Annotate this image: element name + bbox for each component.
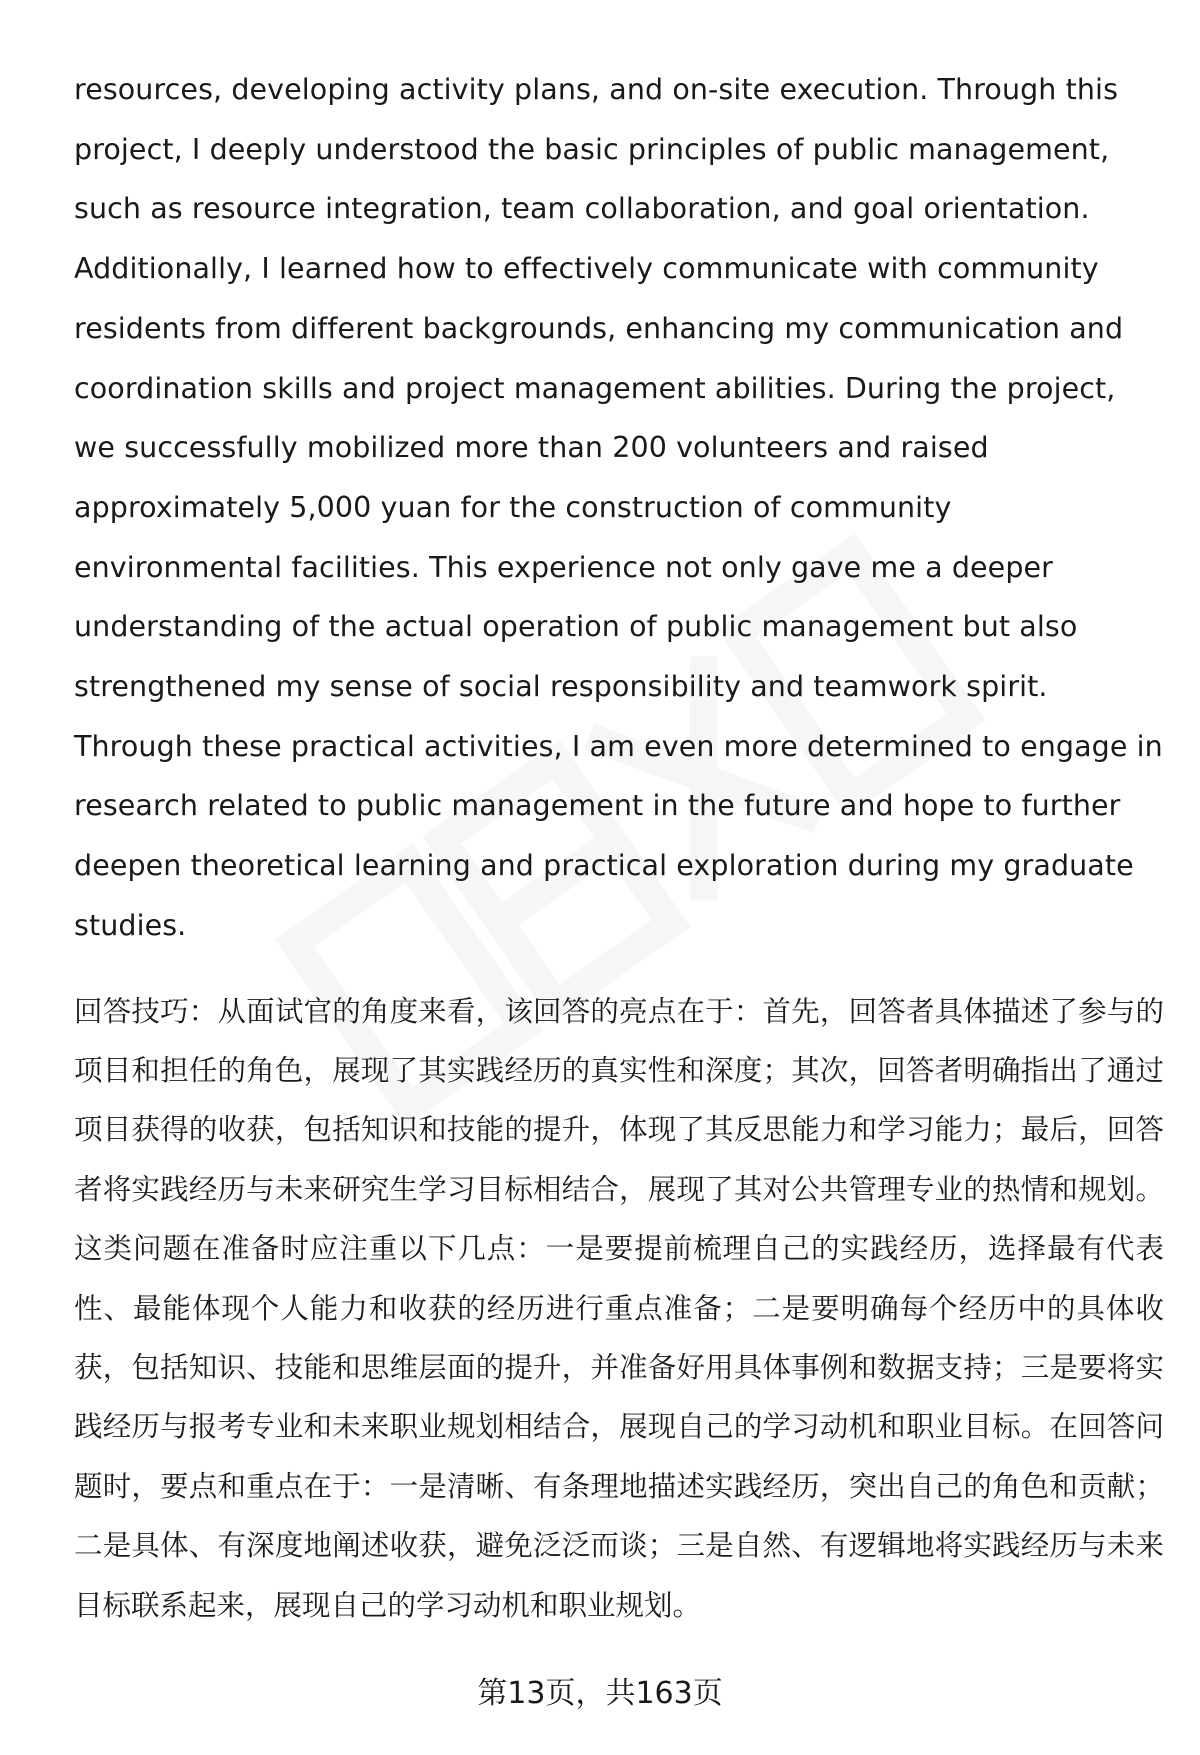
page-content: [74, 60, 1164, 1635]
page-number-footer: 第13页，共163页: [477, 1676, 723, 1711]
answer-tips-paragraph: [74, 982, 1164, 1635]
english-answer-paragraph: resources, developing activity plans, and on-site execution. Through this project, I deeply understood the basic principles of public management, such as resource integration, team collaboration, and goal orientation. Additionally, I learned how to effectively communicate with community residents from different backgrounds, enhancing my communication and coordination skills and project management abilities. During the project, we successfully mobilized more than 200 volunteers and raised approximately 5,000 yuan for the construction of community environmental facilities. This experience not only gave me a deeper understanding of the actual operation of public management but also strengthened my sense of social responsibility and teamwork spirit. Through these practical activities, I am even more determined to engage in research related to public management in the future and hope to further deepen theoretical learning and practical exploration during my graduate studies.: [74, 73, 1163, 942]
answer-tips-label: 回答技巧：: [74, 994, 218, 1028]
answer-tips-text: 从面试官的角度来看，该回答的亮点在于：首先，回答者具体描述了参与的项目和担任的角色，展现了其实践经历的真实性和深度；其次，回答者明确指出了通过项目获得的收获，包括知识和技能的提升，体现了其反思能力和学习能力；最后，回答者将实践经历与未来研究生学习目标相结合，展现了其对公共管理专业的热情和规划。这类问题在准备时应注重以下几点：一是要提前梳理自己的实践经历，选择最有代表性、最能体现个人能力和收获的经历进行重点准备；二是要明确每个经历中的具体收获，包括知识、技能和思维层面的提升，并准备好用具体事例和数据支持；三是要将实践经历与报考专业和未来职业规划相结合，展现自己的学习动机和职业目标。在回答问题时，要点和重点在于：一是清晰、有条理地描述实践经历，突出自己的角色和贡献；二是具体、有深度地阐述收获，避免泛泛而谈；三是自然、有逻辑地将实践经历与未来目标联系起来，展现自己的学习动机和职业规划。: [74, 994, 1164, 1622]
